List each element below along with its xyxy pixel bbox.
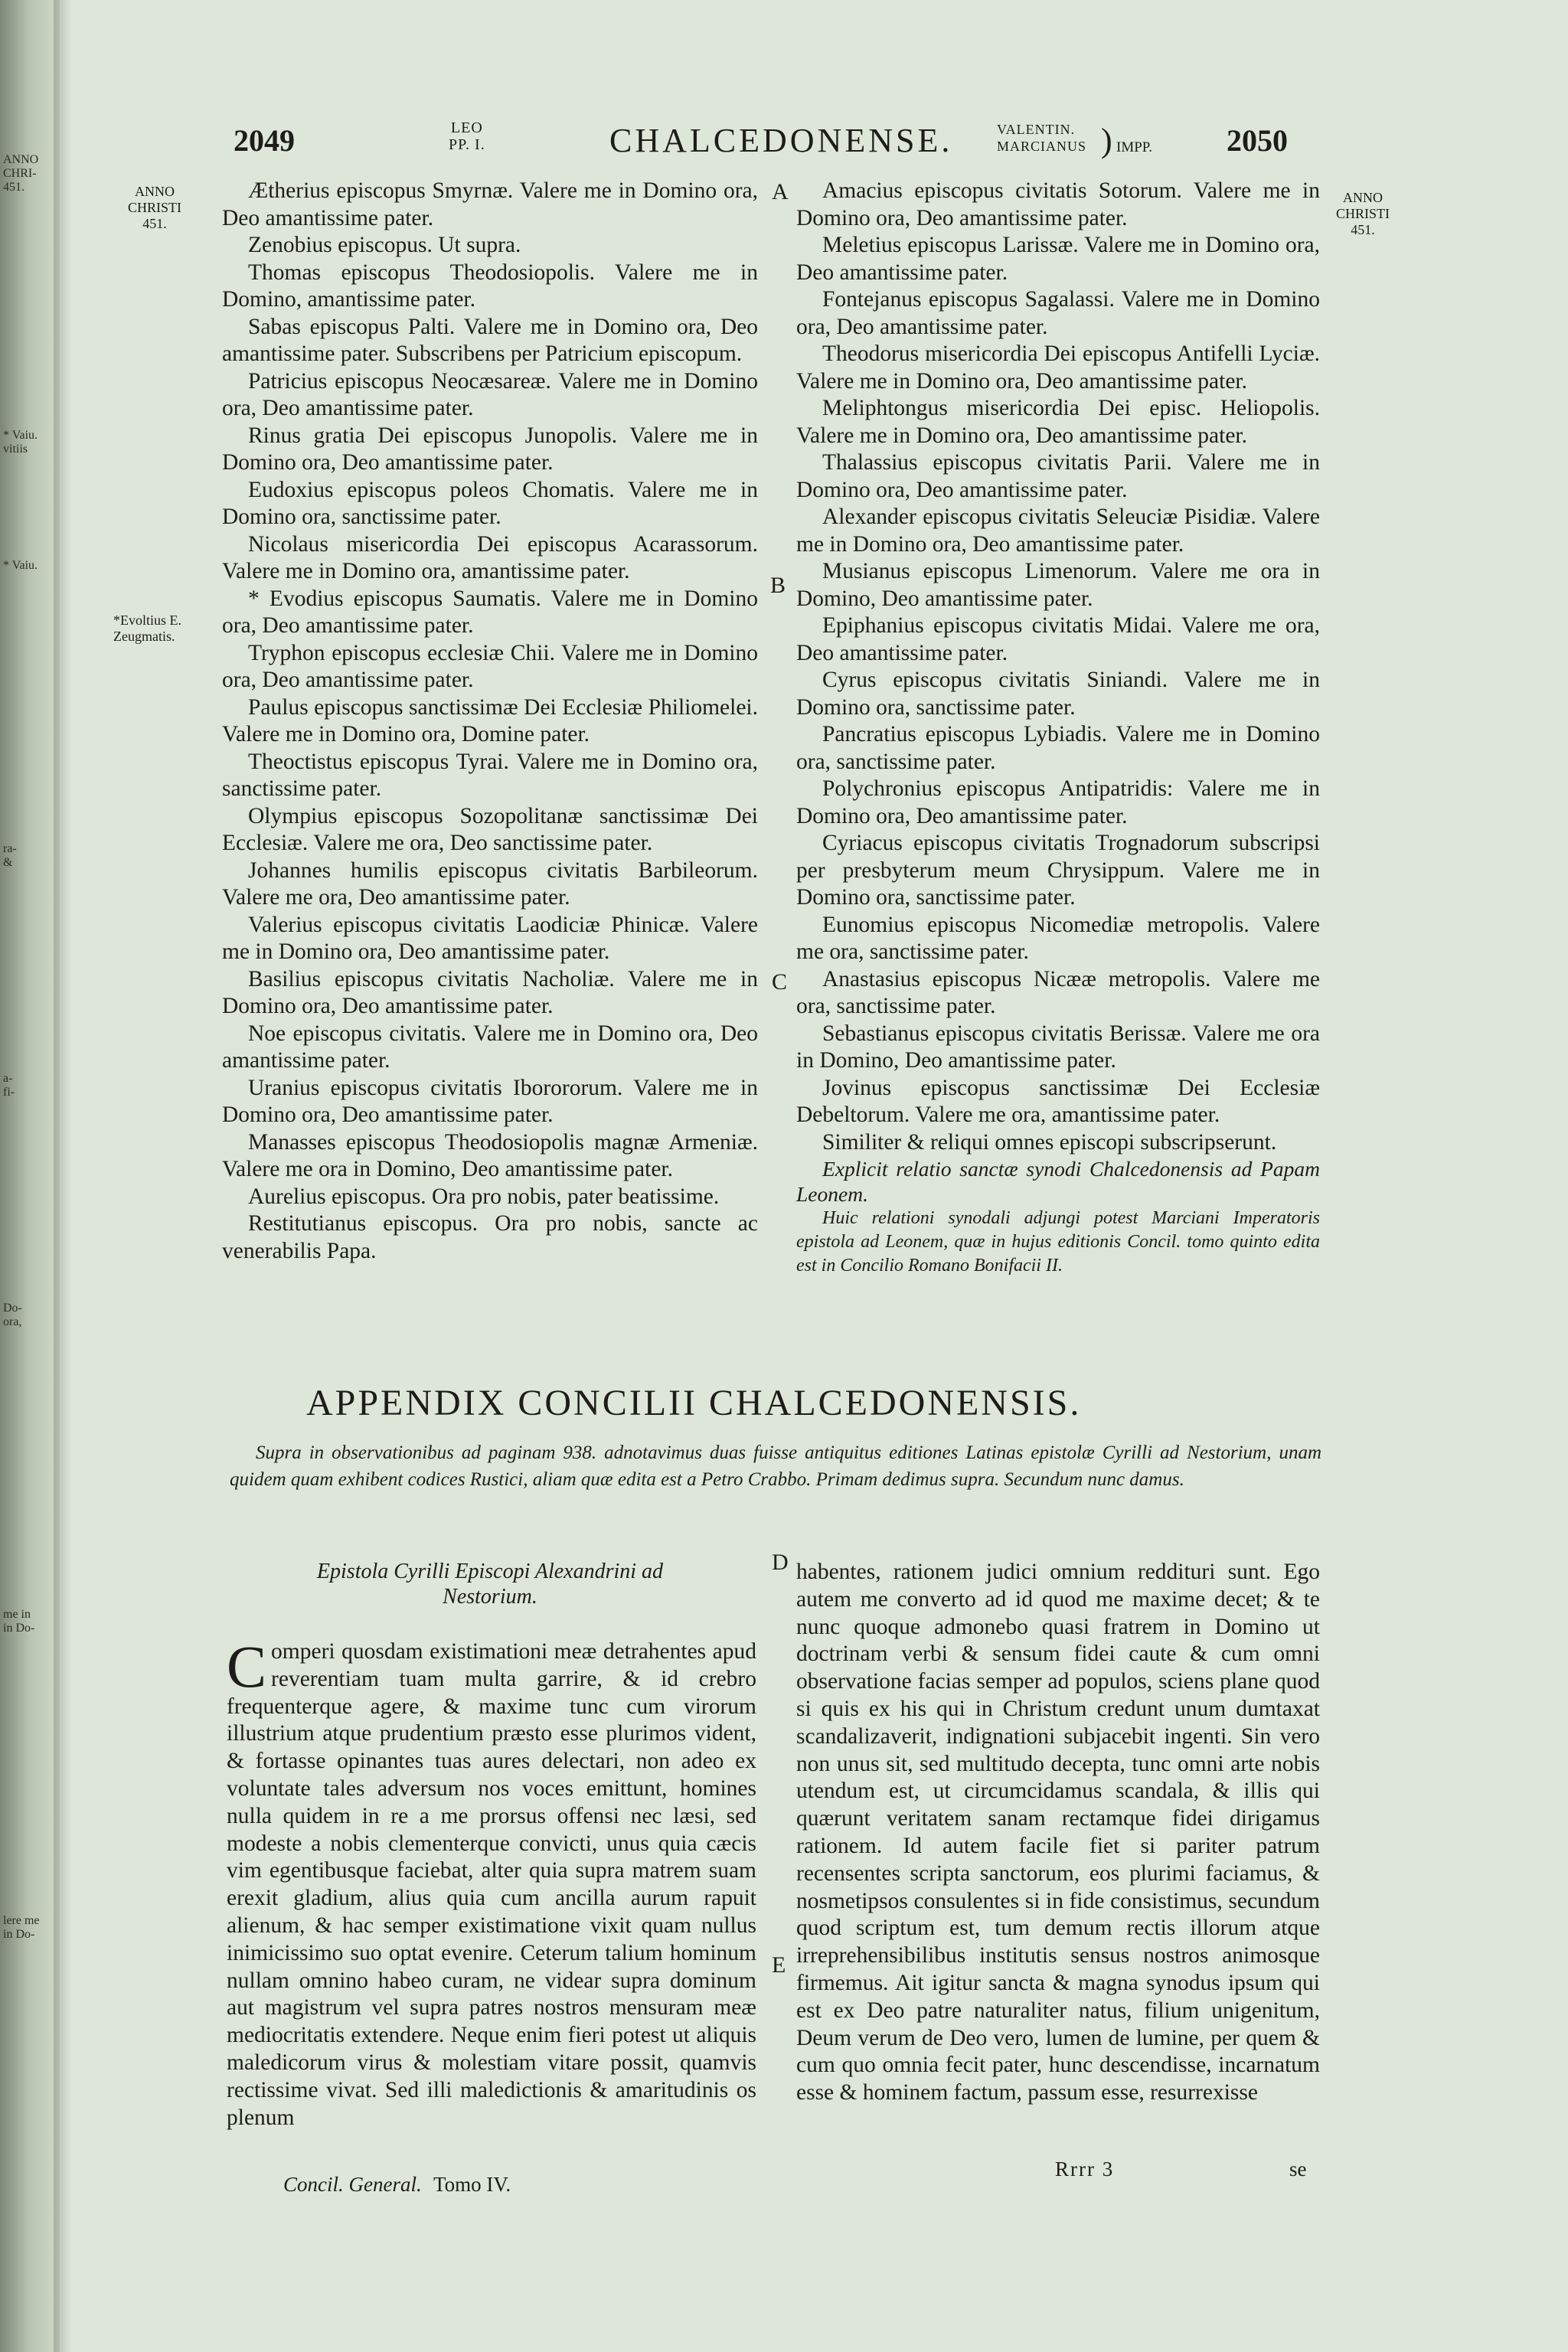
facing-page-fragment: lere me in Do-: [3, 1914, 40, 1941]
subscription: Meliphtongus misericordia Dei episc. Heliopolis. Valere me in Domino ora, Deo amantissime pater.: [796, 396, 1320, 448]
footer-tomo: Tomo IV.: [433, 2173, 511, 2196]
header-emperors: VALENTIN. MARCIANUS: [997, 122, 1087, 154]
subscription: Cyrus episcopus civitatis Siniandi. Valere me in Domino ora, sanctissime pater.: [796, 668, 1320, 720]
appendix-intro: Supra in observationibus ad paginam 938. adnotavimus duas fuisse antiquitus editiones Latinas epistolæ Cyrilli ad Nestorium, unam quidem quam exhibent codices Rustici, aliam quæ edita est a Petro Crabbo. Primam dedimus supra. Secundum nunc damus.: [230, 1442, 1321, 1490]
epistle-text: omperi quosdam existimationi meæ detrahentes apud reverentiam tuam multa garrire, & id crebro frequenterque agere, & maxime tunc cum virorum illustrium atque prudentium præsto esse plurimos vident, & fortasse opinantes tuas aures delectari, non adeo ex voluntate tales adversum nos voces emittunt, homines nulla quidem in re a me prorsus offensi nec læsi, sed modeste a nobis clementerque convicti, unus quia cæcis vim egentibusque faciebat, alter quia supra matrem suam erexit gladium, alius quia cum ancilla aurum rapuit alienum, & hac semper existimatione vixit quam nullus inimicissimo suo optat evenire. Ceterum talium hominum nullam omnino habeo curam, ne videar supra dominum aut magistrum vel supra patres nostros mensuram meæ mediocritatis extendere. Neque enim fieri potest ut aliquis maledicorum virus & molestiam vitare possit, quamvis rectissime vivat. Sed illi maledictionis & amaritudinis os plenum: [227, 1639, 756, 2130]
catchword: se: [1289, 2158, 1307, 2180]
subscription: Pancratius episcopus Lybiadis. Valere me in Domino ora, sanctissime pater.: [796, 722, 1320, 774]
subscription: Similiter & reliqui omnes episcopi subscripserunt.: [822, 1129, 1277, 1155]
facing-page-fragment: ANNO CHRI- 451.: [3, 153, 39, 194]
subscriptions-right-column: [796, 178, 1320, 1278]
drop-cap: C: [227, 1633, 267, 1700]
subscription: Sabas episcopus Palti. Valere me in Domino ora, Deo amantissime pater. Subscribens per Patricium episcopum.: [222, 314, 758, 366]
margin-note: *Evoltius E. Zeugmatis.: [113, 612, 181, 644]
facing-page-edge: [0, 0, 60, 2352]
subscription: Epiphanius episcopus civitatis Midai. Valere me ora, Deo amantissime pater.: [796, 613, 1320, 665]
facing-page-fragment: ra- &: [3, 842, 17, 869]
signature-mark: Rrrr 3: [1055, 2158, 1115, 2180]
subscription: Patricius episcopus Neocæsareæ. Valere me in Domino ora, Deo amantissime pater.: [222, 368, 758, 420]
section-letter-a: A: [772, 179, 789, 204]
subscription: Eudoxius episcopus poleos Chomatis. Valere me in Domino ora, sanctissime pater.: [222, 477, 758, 529]
subscription: Theodorus misericordia Dei episcopus Antifelli Lyciæ. Valere me in Domino ora, Deo amantissime pater.: [796, 341, 1320, 394]
subscription: Theoctistus episcopus Tyrai. Valere me in Domino ora, sanctissime pater.: [222, 749, 758, 801]
appendix-title: APPENDIX CONCILII CHALCEDONENSIS.: [306, 1383, 1082, 1423]
epistle-title: Epistola Cyrilli Episcopi Alexandrini ad Nestorium.: [316, 1560, 664, 1609]
subscription: Musianus episcopus Limenorum. Valere me ora in Domino, Deo amantissime pater.: [796, 559, 1320, 611]
subscription: Basilius episcopus civitatis Nacholiæ. Valere me in Domino ora, Deo amantissime pater.: [222, 966, 758, 1018]
subscription: Aurelius episcopus. Ora pro nobis, pater beatissime.: [248, 1184, 720, 1209]
facing-page-fragment: a- fi-: [3, 1072, 15, 1099]
header-impp: IMPP.: [1116, 139, 1152, 155]
section-letter-d: D: [772, 1550, 789, 1575]
subscription: Zenobius episcopus. Ut supra.: [248, 233, 521, 257]
facing-page-fragment: * Vaiu.: [3, 559, 38, 572]
subscription: Meletius episcopus Larissæ. Valere me in Domino ora, Deo amantissime pater.: [796, 233, 1320, 285]
subscription: Manasses episcopus Theodosiopolis magnæ Armeniæ. Valere me ora in Domino, Deo amantissime pater.: [222, 1129, 758, 1181]
section-letter-e: E: [772, 1952, 786, 1978]
explicit-note: Explicit relatio sanctæ synodi Chalcedonensis ad Papam Leonem.: [796, 1157, 1320, 1206]
subscription: Polychronius episcopus Antipatridis: Valere me in Domino ora, Deo amantissime pater.: [796, 776, 1320, 828]
subscription: Noe episcopus civitatis. Valere me in Domino ora, Deo amantissime pater.: [222, 1021, 758, 1073]
anno-christi-right: ANNO CHRISTI 451.: [1335, 190, 1390, 237]
facing-page-fragment: me in in Do-: [3, 1608, 35, 1635]
facing-page-fragment: Do- ora,: [3, 1302, 22, 1328]
subscription: Rinus gratia Dei episcopus Junopolis. Valere me in Domino ora, Deo amantissime pater.: [222, 423, 758, 475]
page-number-right: 2050: [1227, 123, 1288, 158]
subscription: Valerius episcopus civitatis Laodiciæ Phinicæ. Valere me in Domino ora, Deo amantissime pater.: [222, 912, 758, 964]
subscription: Eunomius episcopus Nicomediæ metropolis. Valere me ora, sanctissime pater.: [796, 912, 1320, 964]
subscription: Olympius episcopus Sozopolitanæ sanctissimæ Dei Ecclesiæ. Valere me ora, Deo sanctissime pater.: [222, 803, 758, 855]
subscription: Anastasius episcopus Nicææ metropolis. Valere me ora, sanctissime pater.: [796, 966, 1320, 1018]
section-letter-c: C: [772, 969, 788, 995]
footer-title: Concil. General.: [283, 2173, 422, 2196]
section-letter-b: B: [770, 573, 786, 598]
subscription: Paulus episcopus sanctissimæ Dei Ecclesiæ Philiomelei. Valere me in Domino ora, Domine pater.: [222, 694, 758, 746]
subscriptions-left-column: [222, 178, 758, 1265]
subscription: Nicolaus misericordia Dei episcopus Acarassorum. Valere me in Domino ora, amantissime pater.: [222, 531, 758, 583]
subscription: Jovinus episcopus sanctissimæ Dei Ecclesiæ Debeltorum. Valere me ora, amantissime pater.: [796, 1075, 1320, 1127]
subscription: Cyriacus episcopus civitatis Trognadorum subscripsi per presbyterum meum Chrysippum. Valere me in Domino ora, sanctissime pater.: [796, 831, 1320, 910]
epistle-text: habentes, rationem judici omnium reddituri sunt. Ego autem me converto ad id quod me maxime decet; & te nunc quoque admonebo quasi fratrem in Domino ut doctrinam verbi & sensum fidei caute & cum omni observatione facias semper ad populos, sciens plane quod si quis ex his qui in Christum credunt unum dumtaxat scandalizaverit, indignationi subjacebit ingenti. Sin vero non unus sit, sed multitudo decepta, tunc omni arte nobis utendum est, ut circumcidamus scandala, & illis qui quærunt veritatem sanam rectamque fidei dirigamus rationem. Id autem facile fiet si pariter patrum recensentes scripta sanctorum, eos plurimi faciamus, & nosmetipsos consulentes si in fide consistimus, secundum quod scriptum est, tum demum rectis illorum atque irreprehensibilibus institutis sensus nostros animosque firmemus. Ait igitur sancta & magna synodus ipsum qui est ex Deo patre naturaliter natus, filium unigenitum, Deum verum de Deo vero, lumen de lumine, per quem & cum quo omnia fecit pater, hunc descendisse, incarnatum esse & hominem factum, passum esse, resurrexisse: [796, 1560, 1320, 2105]
epistle-right-column: [796, 1559, 1320, 2107]
subscription: Restitutianus episcopus. Ora pro nobis, sancte ac venerabilis Papa.: [222, 1211, 758, 1263]
subscription: Amacius episcopus civitatis Sotorum. Valere me in Domino ora, Deo amantissime pater.: [796, 178, 1320, 230]
editorial-note: Huic relationi synodali adjungi potest Marciani Imperatoris epistola ad Leonem, quæ in hujus editionis Concil. tomo quinto edita est in Concilio Romano Bonifacii II.: [796, 1208, 1320, 1276]
epistle-left-column: [227, 1633, 756, 2132]
anno-christi-left: ANNO CHRISTI 451.: [127, 184, 181, 231]
header-leo: LEO PP. I.: [449, 119, 485, 153]
subscription: Thomas episcopus Theodosiopolis. Valere me in Domino, amantissime pater.: [222, 260, 758, 312]
subscription: Ætherius episcopus Smyrnæ. Valere me in Domino ora, Deo amantissime pater.: [222, 178, 758, 230]
subscription: * Evodius episcopus Saumatis. Valere me in Domino ora, Deo amantissime pater.: [222, 586, 758, 638]
subscription: Sebastianus episcopus civitatis Berissæ. Valere me ora in Domino, Deo amantissime pater.: [796, 1021, 1320, 1073]
subscription: Fontejanus episcopus Sagalassi. Valere me in Domino ora, Deo amantissime pater.: [796, 287, 1320, 339]
subscription: Tryphon episcopus ecclesiæ Chii. Valere me in Domino ora, Deo amantissime pater.: [222, 640, 758, 692]
running-title: CHALCEDONENSE.: [609, 122, 953, 159]
subscription: Alexander episcopus civitatis Seleuciæ Pisidiæ. Valere me in Domino ora, Deo amantissime pater.: [796, 505, 1320, 557]
subscription: Thalassius episcopus civitatis Parii. Valere me in Domino ora, Deo amantissime pater.: [796, 450, 1320, 502]
brace: ): [1101, 122, 1112, 159]
subscription: Uranius episcopus civitatis Iborororum. Valere me in Domino ora, Deo amantissime pater.: [222, 1075, 758, 1127]
subscription: Johannes humilis episcopus civitatis Barbileorum. Valere me ora, Deo amantissime pater.: [222, 858, 758, 910]
page-number-left: 2049: [234, 123, 295, 158]
facing-page-fragment: * Vaiu. vitiis: [3, 429, 38, 456]
